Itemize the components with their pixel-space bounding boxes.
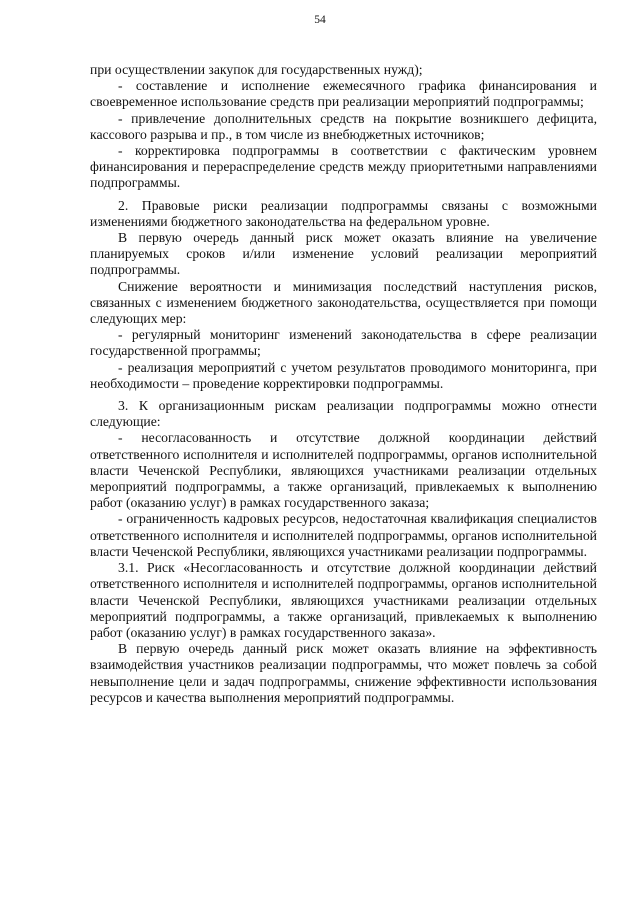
paragraph: - ограниченность кадровых ресурсов, недостаточная квалификация специалистов ответственного исполнителя и исполнителей подпрограммы, органов исполнительной власти Чеченской Республики, являющихся участниками реализации подпрограммы.: [90, 511, 597, 559]
document-body: [90, 62, 597, 706]
paragraph: 3.1. Риск «Несогласованность и отсутствие должной координации действий ответственного исполнителя и исполнителей подпрограммы, органов исполнительной власти Чеченской Республики, являющихся участниками реализации отдельных мероприятий подпрограммы, а также организаций, привлекаемых к выполнению работ (оказанию услуг) в рамках государственного заказа».: [90, 560, 597, 640]
paragraph: при осуществлении закупок для государственных нужд);: [90, 62, 423, 77]
paragraph: Снижение вероятности и минимизация последствий наступления рисков, связанных с изменением бюджетного законодательства, осуществляется при помощи следующих мер:: [90, 278, 597, 327]
paragraph: 3. К организационным рискам реализации подпрограммы можно отнести следующие:: [90, 398, 597, 430]
paragraph: - регулярный мониторинг изменений законодательства в сфере реализации государственной программы;: [90, 327, 597, 359]
paragraph: - корректировка подпрограммы в соответствии с фактическим уровнем финансирования и перераспределение средств между приоритетными направлениями подпрограммы.: [90, 143, 597, 191]
paragraph: 2. Правовые риски реализации подпрограммы связаны с возможными изменениями бюджетного законодательства на федеральном уровне.: [90, 197, 597, 229]
page-number: 54: [314, 14, 326, 26]
paragraph: В первую очередь данный риск может оказать влияние на эффективность взаимодействия участников реализации подпрограммы, что может повлечь за собой невыполнение цели и задач подпрограммы, снижение эффективности использования ресурсов и качества выполнения мероприятий подпрограммы.: [90, 641, 597, 705]
paragraph: В первую очередь данный риск может оказать влияние на увеличение планируемых сроков и/или изменение условий реализации мероприятий подпрограммы.: [90, 230, 597, 278]
paragraph: - реализация мероприятий с учетом результатов проводимого мониторинга, при необходимости – проведение корректировки подпрограммы.: [90, 359, 597, 391]
paragraph: - составление и исполнение ежемесячного графика финансирования и своевременное использование средств при реализации мероприятий подпрограммы;: [90, 78, 597, 110]
paragraph: - несогласованность и отсутствие должной координации действий ответственного исполнителя и исполнителей подпрограммы, органов исполнительной власти Чеченской Республики, являющихся участниками реализации отдельных мероприятий подпрограммы, а также организаций, привлекаемых к выполнению работ (оказанию услуг) в рамках государственного заказа;: [90, 430, 597, 511]
paragraph: - привлечение дополнительных средств на покрытие возникшего дефицита, кассового разрыва и пр., в том числе из внебюджетных источников;: [90, 110, 597, 142]
